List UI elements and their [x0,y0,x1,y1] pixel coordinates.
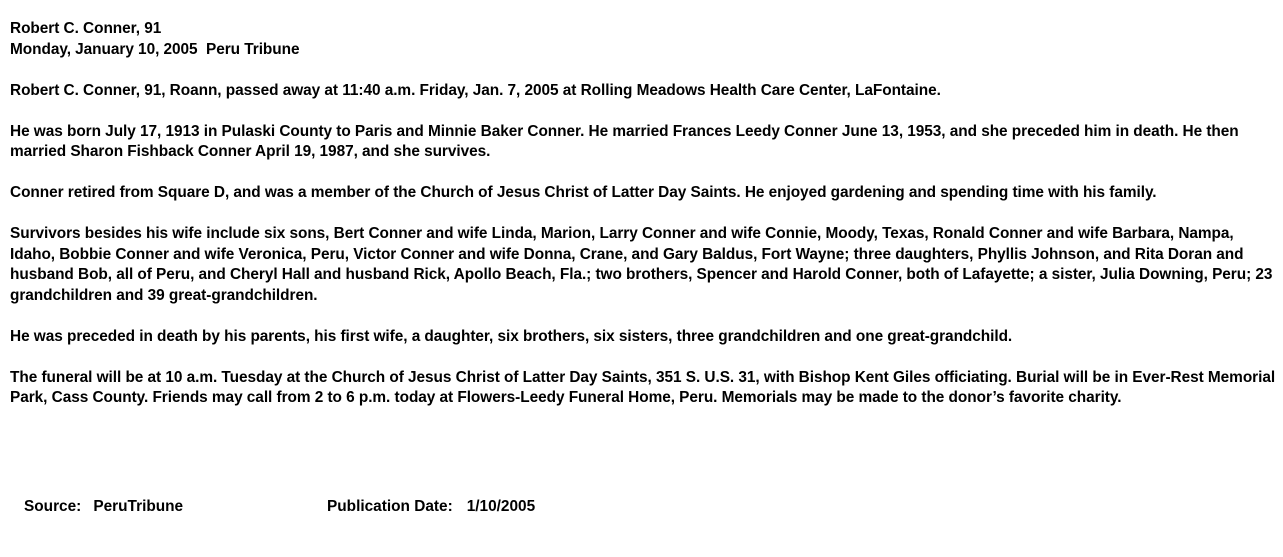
death-notice-paragraph: Robert C. Conner, 91, Roann, passed away at 11:40 a.m. Friday, Jan. 7, 2005 at Rolling Meadows Health Care Center, LaFontaine. [10,81,941,99]
source-field [24,497,183,517]
biography-paragraph: He was born July 17, 1913 in Pulaski County to Paris and Minnie Baker Conner. He married Frances Leedy Conner June 13, 1953, and she preceded him in death. He then married Sharon Fishback Conner April 19, 1987, and she survives. [10,122,1239,160]
source-label: Source: [24,498,82,515]
source-footer [24,497,536,557]
publication-date-value: 1/10/2005 [466,498,536,515]
publication-date-label: Publication Date: [327,498,453,515]
source-value: PeruTribune [93,498,184,515]
publication-date-field [327,497,535,517]
obituary-title: Robert C. Conner, 91 [10,20,162,37]
publication-dateline: Monday, January 10, 2005 Peru Tribune [10,40,300,58]
career-paragraph: Conner retired from Square D, and was a member of the Church of Jesus Christ of Latter Day Saints. He enjoyed gardening and spending time with his family. [10,184,1157,201]
survivors-paragraph: Survivors besides his wife include six sons, Bert Conner and wife Linda, Marion, Larry Conner and wife Connie, Moody, Texas, Ronald Conner and wife Barbara, Nampa, Idaho, Bobbie Conner and wife Veronica, Peru, Victor Conner and wife Donna, Crane, and Gary Baldus, Fort Wayne; three daughters, Phyllis Johnson, and Rita Doran and husband Bob, all of Peru, and Cheryl Hall and husband Rick, Apollo Beach, Fla.; two brothers, Spencer and Harold Conner, both of Lafayette; a sister, Julia Downing, Peru; 23 grandchildren and 39 great-grandchildren. [10,225,1273,304]
obituary-document [10,19,1276,429]
preceded-in-death-paragraph: He was preceded in death by his parents, his first wife, a daughter, six brothers, six sisters, three grandchildren and one great-grandchild. [10,327,1013,345]
obituary-heading [10,19,1276,60]
funeral-arrangements-paragraph: The funeral will be at 10 a.m. Tuesday at the Church of Jesus Christ of Latter Day Saints, 351 S. U.S. 31, with Bishop Kent Giles officiating. Burial will be in Ever-Rest Memorial Park, Cass County. Friends may call from 2 to 6 p.m. today at Flowers-Leedy Funeral Home, Peru. Memorials may be made to the donor’s favorite charity. [10,368,1276,406]
